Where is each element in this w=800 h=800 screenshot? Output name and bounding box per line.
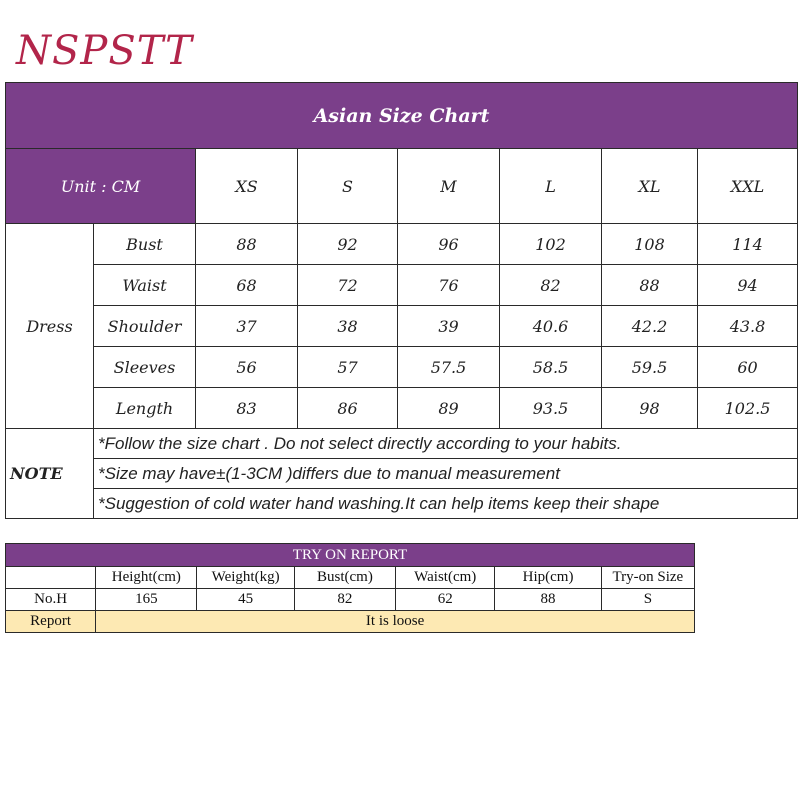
table-cell: 94 bbox=[698, 265, 798, 306]
brand-logo: NSPSTT bbox=[16, 28, 193, 74]
note-row bbox=[6, 489, 798, 519]
size-header: XXL bbox=[698, 149, 798, 224]
table-cell: 88 bbox=[602, 265, 698, 306]
column-header: Weight(kg) bbox=[197, 567, 294, 589]
table-row bbox=[6, 224, 798, 265]
note-label: NOTE bbox=[6, 429, 94, 519]
report-label: Report bbox=[6, 611, 96, 633]
report-row bbox=[6, 611, 695, 633]
table-cell: 165 bbox=[96, 589, 197, 611]
table-cell: 114 bbox=[698, 224, 798, 265]
table-cell: 37 bbox=[196, 306, 298, 347]
try-on-title: TRY ON REPORT bbox=[6, 544, 695, 567]
column-header: Waist(cm) bbox=[396, 567, 495, 589]
table-cell: 92 bbox=[298, 224, 398, 265]
table-cell: 82 bbox=[500, 265, 602, 306]
column-header: Bust(cm) bbox=[294, 567, 395, 589]
table-row bbox=[6, 265, 798, 306]
measurement-label: Sleeves bbox=[94, 347, 196, 388]
table-cell: 39 bbox=[398, 306, 500, 347]
row-label: No.H bbox=[6, 589, 96, 611]
table-cell: 42.2 bbox=[602, 306, 698, 347]
table-cell: 57 bbox=[298, 347, 398, 388]
table-row bbox=[6, 306, 798, 347]
table-cell: 102.5 bbox=[698, 388, 798, 429]
table-cell: 45 bbox=[197, 589, 294, 611]
table-cell: 96 bbox=[398, 224, 500, 265]
table-cell: 93.5 bbox=[500, 388, 602, 429]
column-header: Try-on Size bbox=[601, 567, 694, 589]
table-cell: 40.6 bbox=[500, 306, 602, 347]
table-cell: 72 bbox=[298, 265, 398, 306]
note-row bbox=[6, 459, 798, 489]
column-header: Height(cm) bbox=[96, 567, 197, 589]
table-cell: 60 bbox=[698, 347, 798, 388]
size-header: L bbox=[500, 149, 602, 224]
table-cell: 62 bbox=[396, 589, 495, 611]
note-text: *Follow the size chart . Do not select directly according to your habits. bbox=[94, 429, 798, 459]
table-cell: 83 bbox=[196, 388, 298, 429]
table-cell: 88 bbox=[495, 589, 601, 611]
table-cell: 89 bbox=[398, 388, 500, 429]
unit-label: Unit : CM bbox=[6, 149, 196, 224]
size-chart-title-row bbox=[6, 83, 798, 149]
size-header: XS bbox=[196, 149, 298, 224]
table-cell: 57.5 bbox=[398, 347, 500, 388]
table-cell: 56 bbox=[196, 347, 298, 388]
column-header: Hip(cm) bbox=[495, 567, 601, 589]
table-cell: 82 bbox=[294, 589, 395, 611]
table-cell: 102 bbox=[500, 224, 602, 265]
measurement-label: Shoulder bbox=[94, 306, 196, 347]
table-cell: 108 bbox=[602, 224, 698, 265]
size-header-row bbox=[6, 149, 798, 224]
category-label: Dress bbox=[6, 224, 94, 429]
table-cell: 43.8 bbox=[698, 306, 798, 347]
table-cell: 68 bbox=[196, 265, 298, 306]
note-text: *Size may have±(1-3CM )differs due to manual measurement bbox=[94, 459, 798, 489]
size-header: M bbox=[398, 149, 500, 224]
table-cell: S bbox=[601, 589, 694, 611]
size-header: S bbox=[298, 149, 398, 224]
try-on-report-table bbox=[5, 543, 695, 633]
table-row bbox=[6, 589, 695, 611]
table-row bbox=[6, 347, 798, 388]
table-cell: 58.5 bbox=[500, 347, 602, 388]
measurement-label: Length bbox=[94, 388, 196, 429]
report-text: It is loose bbox=[96, 611, 695, 633]
table-cell: 88 bbox=[196, 224, 298, 265]
measurement-label: Waist bbox=[94, 265, 196, 306]
empty-cell bbox=[6, 567, 96, 589]
note-row bbox=[6, 429, 798, 459]
note-text: *Suggestion of cold water hand washing.It can help items keep their shape bbox=[94, 489, 798, 519]
table-cell: 98 bbox=[602, 388, 698, 429]
table-row bbox=[6, 388, 798, 429]
try-on-header-row bbox=[6, 567, 695, 589]
measurement-label: Bust bbox=[94, 224, 196, 265]
table-cell: 59.5 bbox=[602, 347, 698, 388]
size-chart-title: Asian Size Chart bbox=[6, 83, 798, 149]
table-cell: 76 bbox=[398, 265, 500, 306]
size-header: XL bbox=[602, 149, 698, 224]
size-chart-table bbox=[5, 82, 798, 519]
table-cell: 38 bbox=[298, 306, 398, 347]
table-cell: 86 bbox=[298, 388, 398, 429]
